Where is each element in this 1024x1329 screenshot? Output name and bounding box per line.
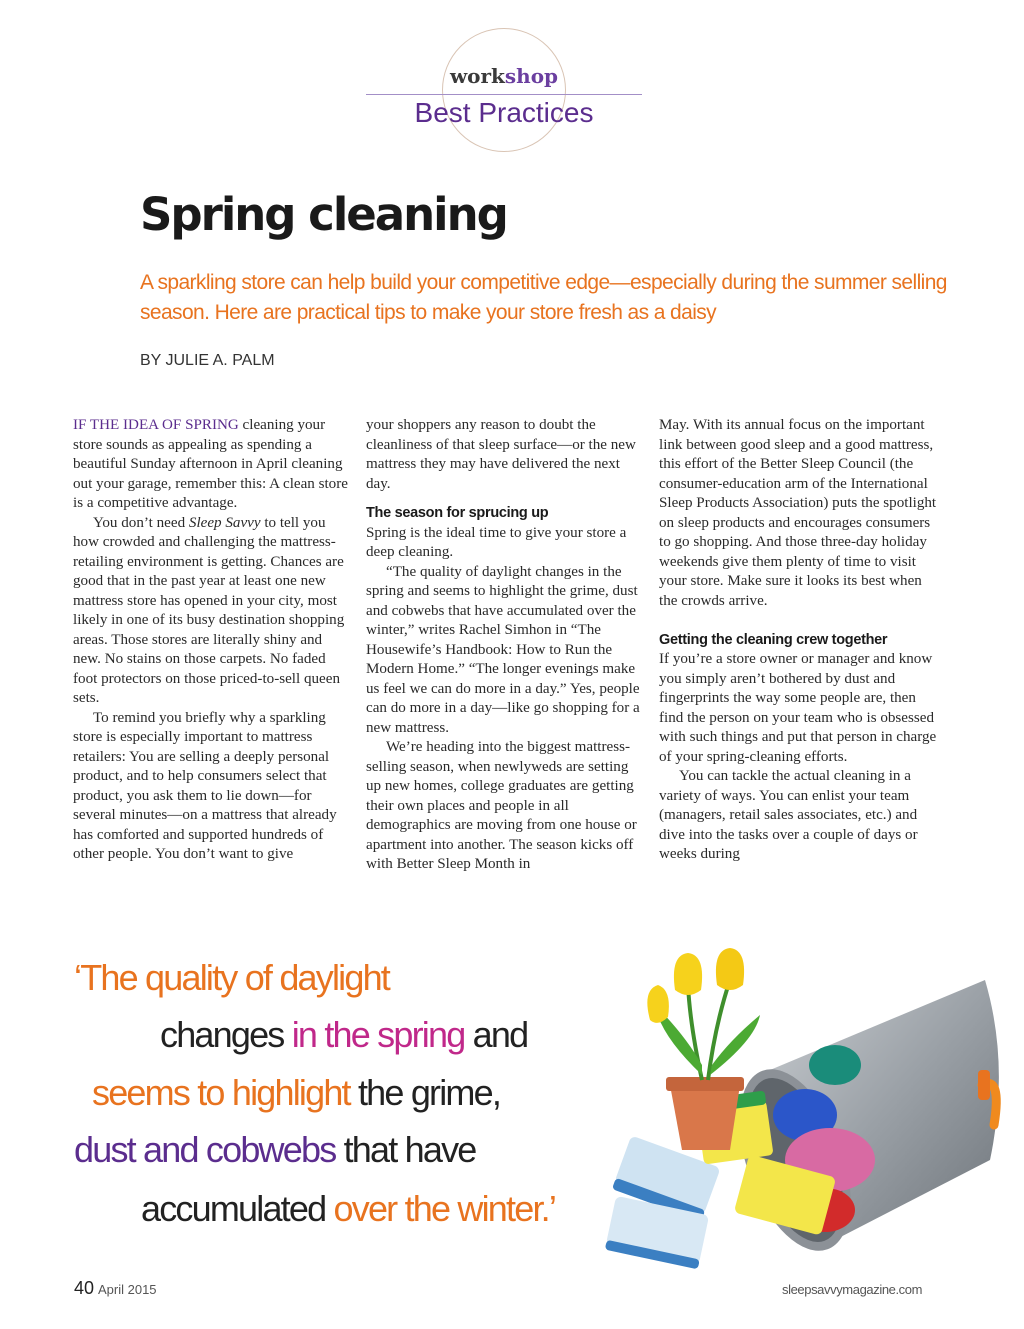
section-name: Best Practices (414, 97, 594, 128)
paragraph: To remind you briefly why a sparkling store is especially important to mattress retailers: You are selling a deeply personal product, and to help consumers select that product, you ask them to lie down—for several minutes—on a mattress that already has comforted and supported hundreds of other people. You don’t want to give (73, 709, 337, 862)
section-badge-circle (442, 28, 566, 152)
pullquote-line: seems to highlight the grime, (92, 1072, 501, 1113)
cleaning-bucket-illustration (590, 945, 1020, 1285)
page-number: 40 (74, 1278, 95, 1298)
section-badge-rule (366, 94, 642, 95)
subhead: The season for sprucing up (366, 505, 549, 521)
tulip (647, 985, 669, 1023)
website-url: sleepsavvymagazine.com (782, 1282, 923, 1297)
body-column-3 (659, 416, 937, 865)
body-column-2 (366, 416, 644, 875)
paragraph: You can tackle the actual cleaning in a variety of ways. You can enlist your team (managers, retail sales associates, etc.) and dive into the tasks over a couple of days or weeks during (659, 768, 918, 862)
body-column-1 (73, 416, 351, 865)
issue-date: April 2015 (98, 1282, 157, 1297)
green-scrubber (809, 1045, 861, 1085)
article-title: Spring cleaning (140, 188, 507, 241)
byline: BY JULIE A. PALM (140, 352, 275, 369)
tulip (674, 953, 702, 995)
paragraph: We’re heading into the biggest mattress-selling season, when newlyweds are setting up new homes, college graduates are getting their own places and people in all demographics are moving from one house or apartment into another. The season kicks off with Better Sleep Month in (366, 739, 637, 872)
section-kicker: workshop (449, 64, 559, 88)
subhead: Getting the cleaning crew together (659, 631, 888, 648)
pullquote-line: dust and cobwebs that have (74, 1129, 476, 1170)
lead-in: IF THE IDEA OF SPRING (73, 417, 239, 433)
paragraph: “The quality of daylight changes in the spring and seems to highlight the grime, dust and cobwebs that have accumulated over the winter,” writes Rachel Simhon in “The Housewife’s Handbook: How to Run the Modern Home.” “The longer evenings make us feel we can do more in a day.” Yes, people can do more in a day—like go shopping for a new mattress. (366, 563, 640, 736)
paragraph: IF THE IDEA OF SPRING cleaning your store sounds as appealing as spending a beautiful Sunday afternoon in April cleaning out your garage, remember this: A clean store is a competitive advantage. (73, 417, 348, 511)
pullquote-line: changes in the spring and (160, 1014, 528, 1055)
paragraph: May. With its annual focus on the important link between good sleep and a good mattress, this effort of the Better Sleep Council (the consumer-education arm of the International Sleep Products Association) puts the spotlight on sleep products and encourages consumers to go shopping. And those three-day holiday weekends give them plenty of time to visit your store. Make sure it looks its best when the crowds arrive. (659, 417, 937, 609)
paragraph: You don’t need Sleep Savvy to tell you how crowded and challenging the mattress-retailing environment is getting. Chances are good that in the past year at least one new mattress store has opened in your city, most likely in one of its busy destination shopping areas. Those stores are literally shiny and new. No stains on those carpets. No faded foot protectors on those priced-to-sell queen sets. (73, 514, 345, 706)
pullquote-line: accumulated over the winter.’ (141, 1188, 556, 1229)
paragraph: your shoppers any reason to doubt the cleanliness of that sleep surface—or the new mattress they may have delivered the next day. (366, 417, 636, 492)
paragraph: If you’re a store owner or manager and know you simply aren’t bothered by dust and fingerprints the way some people are, then find the person on your team who is obsessed with such things and put that person in charge of your spring-cleaning efforts. (659, 651, 937, 765)
article-dek: A sparkling store can help build your competitive edge—especially during the summer selling season. Here are practical tips to make your store fresh as a daisy (140, 271, 947, 324)
pullquote-line: ‘The quality of daylight (74, 957, 390, 998)
paragraph: Spring is the ideal time to give your store a deep cleaning. (366, 524, 627, 560)
tulip (716, 948, 744, 990)
